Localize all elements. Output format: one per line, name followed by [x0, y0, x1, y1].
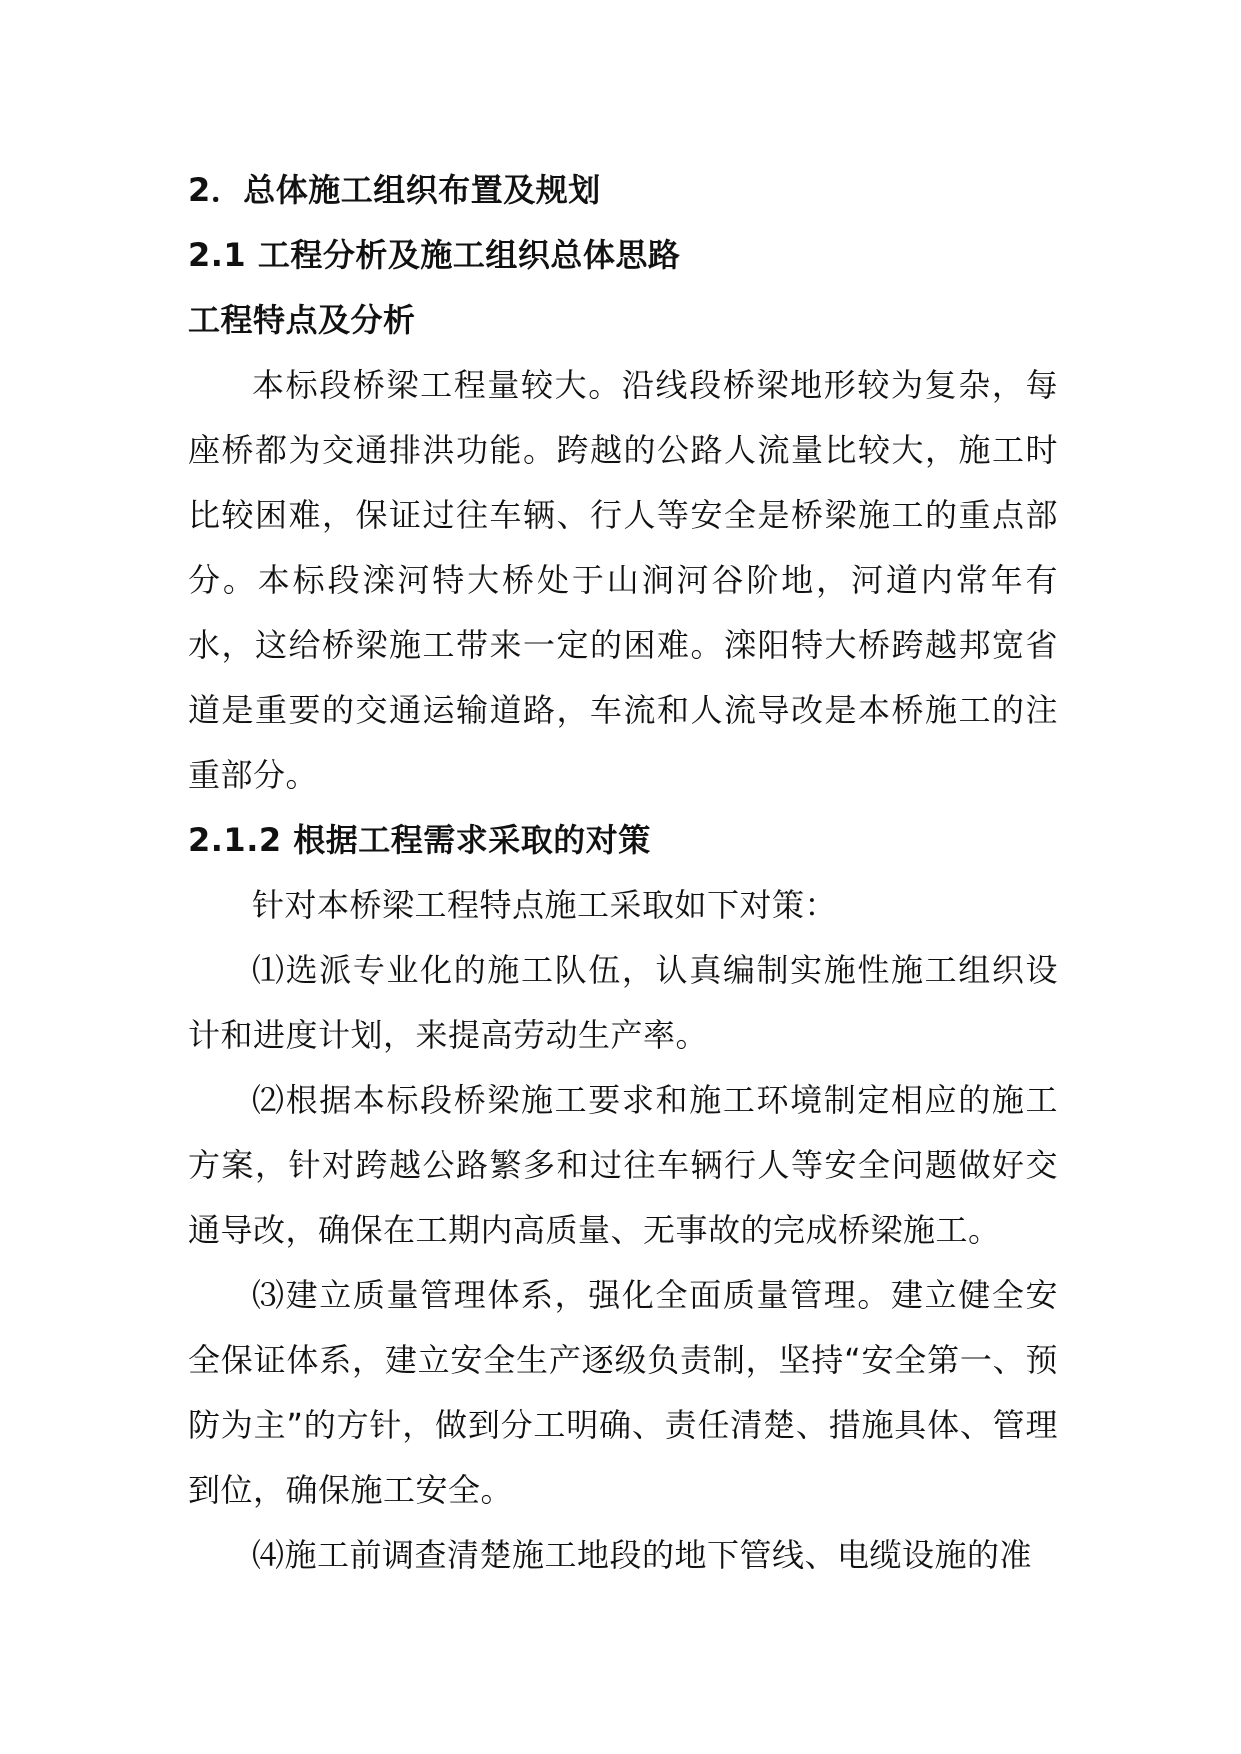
section-heading-2-1: 2.1 工程分析及施工组织总体思路 [188, 236, 681, 274]
subheading-engineering-features: 工程特点及分析 [188, 301, 416, 339]
paragraph-measures-intro: 针对本桥梁工程特点施工采取如下对策： [252, 886, 838, 924]
section-heading-2-1-2: 2.1.2 根据工程需求采取的对策 [188, 821, 651, 859]
section-heading-2: 2．总体施工组织布置及规划 [188, 171, 601, 209]
measure-item-1: ⑴选派专业化的施工队伍，认真编制实施性施工组织设计和进度计划，来提高劳动生产率。 [188, 951, 1058, 1054]
measure-item-4: ⑷施工前调查清楚施工地段的地下管线、电缆设施的准 [252, 1536, 1033, 1574]
measure-item-2: ⑵根据本标段桥梁施工要求和施工环境制定相应的施工方案，针对跨越公路繁多和过往车辆行人等安全问题做好交通导改，确保在工期内高质量、无事故的完成桥梁施工。 [188, 1081, 1058, 1249]
document-page [188, 158, 1058, 1588]
measure-item-3: ⑶建立质量管理体系，强化全面质量管理。建立健全安全保证体系，建立安全生产逐级负责制，坚持“安全第一、预防为主”的方针，做到分工明确、责任清楚、措施具体、管理到位，确保施工安全。 [188, 1276, 1058, 1509]
paragraph-engineering-features: 本标段桥梁工程量较大。沿线段桥梁地形较为复杂，每座桥都为交通排洪功能。跨越的公路人流量比较大，施工时比较困难，保证过往车辆、行人等安全是桥梁施工的重点部分。本标段滦河特大桥处于山涧河谷阶地，河道内常年有水，这给桥梁施工带来一定的困难。滦阳特大桥跨越邦宽省道是重要的交通运输道路，车流和人流导改是本桥施工的注重部分。 [188, 366, 1058, 794]
